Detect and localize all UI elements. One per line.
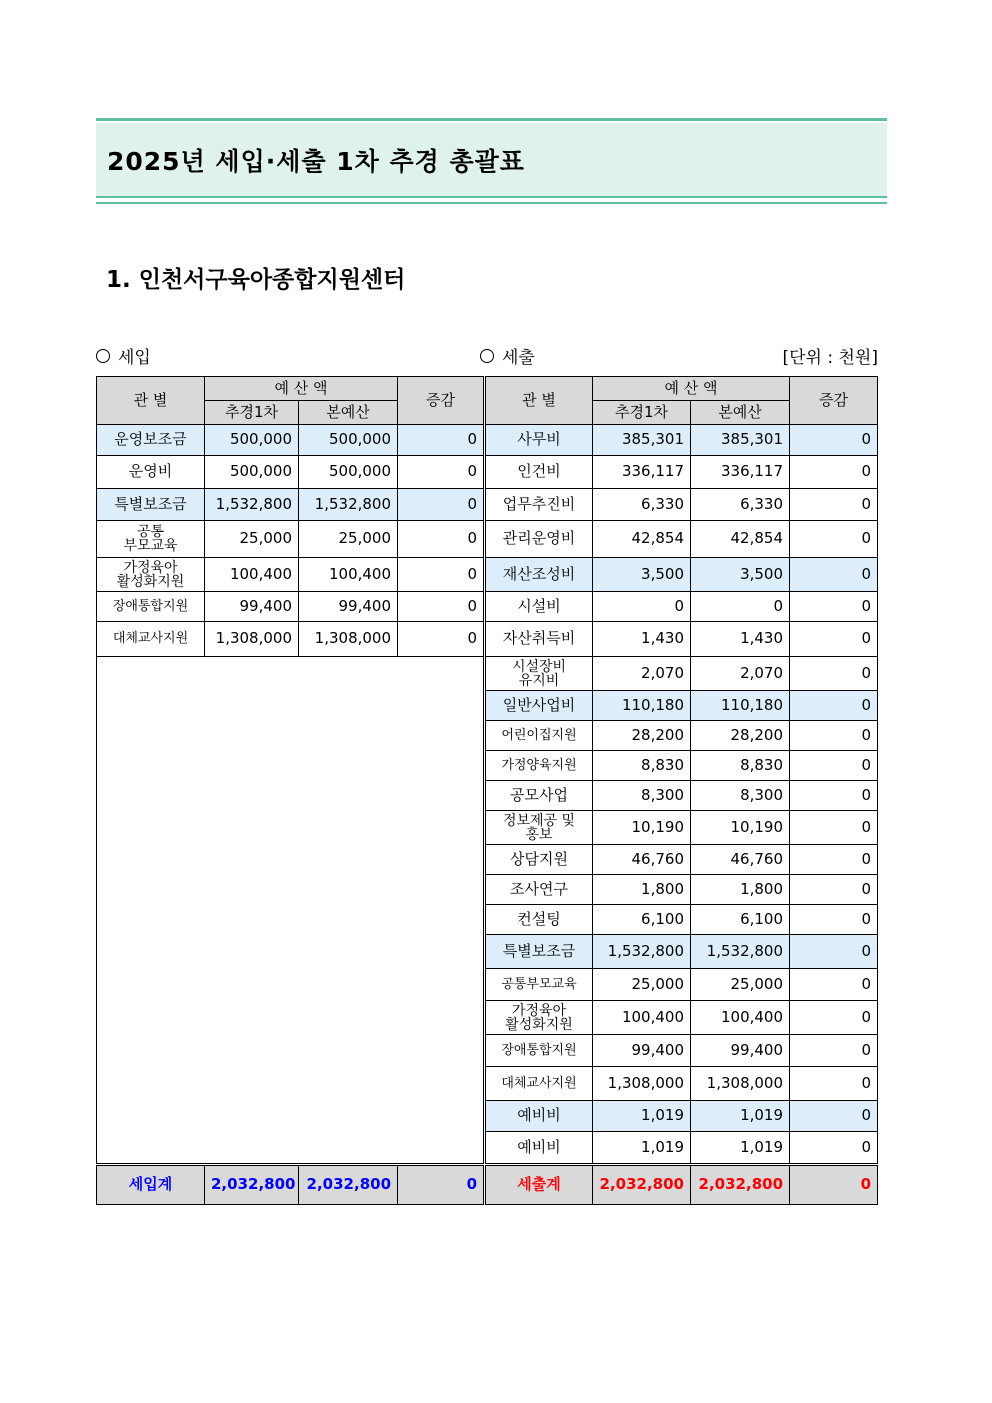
table-row xyxy=(486,845,878,875)
row-original: 10,190 xyxy=(691,811,790,845)
row-original: 8,830 xyxy=(691,751,790,781)
row-change: 0 xyxy=(790,456,878,489)
row-revised: 6,100 xyxy=(593,905,691,935)
table-row xyxy=(486,751,878,781)
table-row xyxy=(486,657,878,691)
table-row xyxy=(486,875,878,905)
header-change: 증감 xyxy=(790,377,878,425)
row-revised: 99,400 xyxy=(593,1035,691,1067)
revenue-total-change: 0 xyxy=(398,1165,484,1205)
expense-total-label: 세출계 xyxy=(486,1165,593,1205)
row-change: 0 xyxy=(790,751,878,781)
table-row xyxy=(486,622,878,657)
table-row xyxy=(486,592,878,622)
row-category: 가정육아 활성화지원 xyxy=(97,558,205,592)
title-banner xyxy=(96,118,887,204)
row-revised: 2,070 xyxy=(593,657,691,691)
revenue-caption xyxy=(96,343,151,368)
row-category: 특별보조금 xyxy=(97,489,205,521)
circle-bullet-icon xyxy=(96,349,110,363)
row-category: 공통 부모교육 xyxy=(97,521,205,558)
row-revised: 500,000 xyxy=(205,456,299,489)
expense-table xyxy=(485,376,878,1205)
row-original: 46,760 xyxy=(691,845,790,875)
table-row xyxy=(486,456,878,489)
row-revised: 8,300 xyxy=(593,781,691,811)
row-change: 0 xyxy=(398,489,484,521)
row-category: 공통부모교육 xyxy=(486,969,593,1001)
row-original: 6,330 xyxy=(691,489,790,521)
table-row xyxy=(97,592,484,622)
row-revised: 336,117 xyxy=(593,456,691,489)
expense-total-revised: 2,032,800 xyxy=(593,1165,691,1205)
row-change: 0 xyxy=(398,425,484,456)
header-category: 관 별 xyxy=(97,377,205,425)
row-category: 어린이집지원 xyxy=(486,721,593,751)
row-category: 장애통합지원 xyxy=(486,1035,593,1067)
title-rule-bottom xyxy=(96,202,887,204)
row-change: 0 xyxy=(790,969,878,1001)
revenue-total-label: 세입계 xyxy=(97,1165,205,1205)
circle-bullet-icon xyxy=(480,349,494,363)
row-revised: 100,400 xyxy=(205,558,299,592)
row-revised: 10,190 xyxy=(593,811,691,845)
row-original: 28,200 xyxy=(691,721,790,751)
expense-total-row xyxy=(486,1165,878,1205)
row-original: 1,800 xyxy=(691,875,790,905)
revenue-total-row xyxy=(97,1165,484,1205)
row-original: 25,000 xyxy=(691,969,790,1001)
table-row xyxy=(486,691,878,721)
empty-filler-cell xyxy=(97,657,484,1165)
row-category: 시설장비 유지비 xyxy=(486,657,593,691)
row-original: 2,070 xyxy=(691,657,790,691)
row-category: 자산취득비 xyxy=(486,622,593,657)
header-original: 본예산 xyxy=(691,401,790,425)
row-revised: 0 xyxy=(593,592,691,622)
row-category: 인건비 xyxy=(486,456,593,489)
row-revised: 385,301 xyxy=(593,425,691,456)
header-category: 관 별 xyxy=(486,377,593,425)
header-row xyxy=(486,377,878,401)
row-original: 25,000 xyxy=(299,521,398,558)
expense-caption-text: 세출 xyxy=(502,348,535,368)
row-change: 0 xyxy=(790,1035,878,1067)
expense-total-original: 2,032,800 xyxy=(691,1165,790,1205)
revenue-caption-text: 세입 xyxy=(118,348,151,368)
row-change: 0 xyxy=(790,1101,878,1132)
title-rule-top xyxy=(96,118,887,121)
row-revised: 3,500 xyxy=(593,558,691,592)
table-row xyxy=(97,489,484,521)
row-category: 관리운영비 xyxy=(486,521,593,558)
table-row xyxy=(486,425,878,456)
table-row xyxy=(97,521,484,558)
header-original: 본예산 xyxy=(299,401,398,425)
row-change: 0 xyxy=(398,521,484,558)
row-original: 6,100 xyxy=(691,905,790,935)
table-row xyxy=(486,1132,878,1165)
row-revised: 1,800 xyxy=(593,875,691,905)
row-revised: 1,308,000 xyxy=(593,1067,691,1101)
row-revised: 1,532,800 xyxy=(593,935,691,969)
row-revised: 28,200 xyxy=(593,721,691,751)
empty-filler-row xyxy=(97,657,484,1165)
table-row xyxy=(486,489,878,521)
row-category: 가정육아 활성화지원 xyxy=(486,1001,593,1035)
row-original: 100,400 xyxy=(299,558,398,592)
header-change: 증감 xyxy=(398,377,484,425)
row-original: 385,301 xyxy=(691,425,790,456)
table-row xyxy=(486,905,878,935)
row-original: 1,019 xyxy=(691,1132,790,1165)
table-row xyxy=(486,1035,878,1067)
row-category: 예비비 xyxy=(486,1101,593,1132)
table-row xyxy=(97,425,484,456)
table-row xyxy=(486,558,878,592)
row-category: 가정양육지원 xyxy=(486,751,593,781)
row-revised: 1,430 xyxy=(593,622,691,657)
row-original: 100,400 xyxy=(691,1001,790,1035)
row-category: 장애통합지원 xyxy=(97,592,205,622)
row-change: 0 xyxy=(790,845,878,875)
row-revised: 1,019 xyxy=(593,1132,691,1165)
row-original: 110,180 xyxy=(691,691,790,721)
row-category: 공모사업 xyxy=(486,781,593,811)
row-category: 일반사업비 xyxy=(486,691,593,721)
row-revised: 42,854 xyxy=(593,521,691,558)
row-original: 42,854 xyxy=(691,521,790,558)
row-category: 특별보조금 xyxy=(486,935,593,969)
unit-label: [단위 : 천원] xyxy=(782,348,878,368)
row-category: 대체교사지원 xyxy=(486,1067,593,1101)
table-row xyxy=(97,558,484,592)
revenue-total-original: 2,032,800 xyxy=(299,1165,398,1205)
revenue-total-revised: 2,032,800 xyxy=(205,1165,299,1205)
row-change: 0 xyxy=(790,592,878,622)
row-revised: 25,000 xyxy=(205,521,299,558)
row-change: 0 xyxy=(790,1001,878,1035)
row-category: 상담지원 xyxy=(486,845,593,875)
row-revised: 99,400 xyxy=(205,592,299,622)
row-original: 3,500 xyxy=(691,558,790,592)
row-change: 0 xyxy=(398,456,484,489)
row-original: 500,000 xyxy=(299,425,398,456)
expense-caption xyxy=(480,343,535,368)
header-row xyxy=(97,377,484,401)
row-category: 업무추진비 xyxy=(486,489,593,521)
header-budget: 예 산 액 xyxy=(593,377,790,401)
row-revised: 1,532,800 xyxy=(205,489,299,521)
row-category: 조사연구 xyxy=(486,875,593,905)
table-row xyxy=(486,1101,878,1132)
row-change: 0 xyxy=(790,622,878,657)
row-change: 0 xyxy=(790,935,878,969)
row-change: 0 xyxy=(790,781,878,811)
row-revised: 46,760 xyxy=(593,845,691,875)
row-revised: 25,000 xyxy=(593,969,691,1001)
row-original: 1,308,000 xyxy=(299,622,398,657)
expense-total-change: 0 xyxy=(790,1165,878,1205)
row-original: 1,430 xyxy=(691,622,790,657)
table-row xyxy=(486,1067,878,1101)
row-change: 0 xyxy=(790,425,878,456)
row-category: 정보제공 및 홍보 xyxy=(486,811,593,845)
row-revised: 8,830 xyxy=(593,751,691,781)
row-original: 99,400 xyxy=(299,592,398,622)
row-change: 0 xyxy=(790,1132,878,1165)
row-change: 0 xyxy=(398,622,484,657)
row-change: 0 xyxy=(790,521,878,558)
row-change: 0 xyxy=(790,691,878,721)
header-revised: 추경1차 xyxy=(205,401,299,425)
row-change: 0 xyxy=(790,558,878,592)
row-change: 0 xyxy=(790,489,878,521)
table-row xyxy=(486,521,878,558)
header-revised: 추경1차 xyxy=(593,401,691,425)
table-row xyxy=(486,811,878,845)
row-change: 0 xyxy=(790,1067,878,1101)
row-revised: 6,330 xyxy=(593,489,691,521)
row-category: 예비비 xyxy=(486,1132,593,1165)
row-category: 재산조성비 xyxy=(486,558,593,592)
row-original: 1,308,000 xyxy=(691,1067,790,1101)
row-original: 336,117 xyxy=(691,456,790,489)
header-budget: 예 산 액 xyxy=(205,377,398,401)
row-revised: 500,000 xyxy=(205,425,299,456)
row-change: 0 xyxy=(790,811,878,845)
row-category: 컨설팅 xyxy=(486,905,593,935)
table-row xyxy=(97,622,484,657)
table-row xyxy=(486,935,878,969)
row-revised: 110,180 xyxy=(593,691,691,721)
row-original: 8,300 xyxy=(691,781,790,811)
row-change: 0 xyxy=(790,875,878,905)
row-original: 1,532,800 xyxy=(299,489,398,521)
row-revised: 1,308,000 xyxy=(205,622,299,657)
row-category: 시설비 xyxy=(486,592,593,622)
row-revised: 100,400 xyxy=(593,1001,691,1035)
table-row xyxy=(486,1001,878,1035)
table-row xyxy=(97,456,484,489)
row-category: 대체교사지원 xyxy=(97,622,205,657)
row-change: 0 xyxy=(790,905,878,935)
row-category: 운영보조금 xyxy=(97,425,205,456)
page-title: 2025년 세입·세출 1차 추경 총괄표 xyxy=(96,123,887,198)
row-category: 운영비 xyxy=(97,456,205,489)
row-change: 0 xyxy=(790,721,878,751)
row-original: 99,400 xyxy=(691,1035,790,1067)
row-original: 0 xyxy=(691,592,790,622)
row-change: 0 xyxy=(790,657,878,691)
table-row xyxy=(486,781,878,811)
section-title: 1. 인천서구육아종합지원센터 xyxy=(106,267,406,293)
table-row xyxy=(486,969,878,1001)
row-original: 1,532,800 xyxy=(691,935,790,969)
row-original: 1,019 xyxy=(691,1101,790,1132)
row-change: 0 xyxy=(398,558,484,592)
row-change: 0 xyxy=(398,592,484,622)
row-revised: 1,019 xyxy=(593,1101,691,1132)
table-row xyxy=(486,721,878,751)
revenue-table xyxy=(96,376,484,1205)
row-category: 사무비 xyxy=(486,425,593,456)
row-original: 500,000 xyxy=(299,456,398,489)
